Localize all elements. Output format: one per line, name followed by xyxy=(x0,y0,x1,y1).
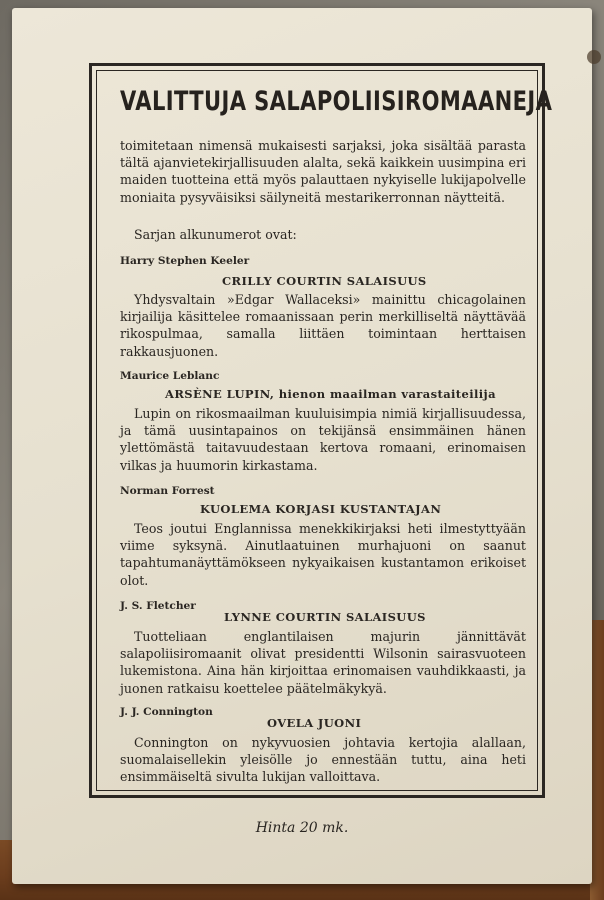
book-title: CRILLY COURTIN SALAISUUS xyxy=(222,274,427,288)
book-description: Lupin on rikosmaailman kuuluisimpia nimiä kirjallisuudessa, ja tämä uusintapainos on tekijänsä ensimmäinen hänen ylettömästä taitavuudestaan kertova romaani, erinomaisen vilkas ja huumorin kirkastama. xyxy=(120,406,526,473)
wooden-surface-edge xyxy=(590,620,604,900)
book-title: OVELA JUONI xyxy=(267,716,362,730)
series-list-label: Sarjan alkunumerot ovat: xyxy=(134,227,297,242)
book-description: Yhdysvaltain »Edgar Wallaceksi» mainittu chicagolainen kirjailija käsittelee romaanissaan perin merkilliseltä näyttävää rikospulmaa, samalla liittäen toimintaan herttaisen rakkausjuonen. xyxy=(120,292,526,359)
price-label: Hinta 20 mk. xyxy=(255,820,349,836)
book-author: J. J. Connington xyxy=(120,706,213,718)
series-intro: toimitetaan nimensä mukaisesti sarjaksi, joka sisältää parasta tältä ajanvietekirjallisuuden alalta, sekä kaikkein uusimpina eri maiden tuotteina että myös palauttaen nykyiselle lukijapolvelle moniaita pysyväisiksi säilyneitä mestarikerronnan näytteitä. xyxy=(120,138,526,205)
book-title: LYNNE COURTIN SALAISUUS xyxy=(224,610,426,624)
book-description: Connington on nykyvuosien johtavia kertojia alallaan, suomalaisellekin yleisölle jo ennestään tuttu, aina heti ensimmäiseltä sivulta lukijan valloittava. xyxy=(120,735,526,785)
book-title: ARSÈNE LUPIN, hienon maailman varastaiteilija xyxy=(165,387,496,401)
book-author: Maurice Leblanc xyxy=(120,370,220,382)
book-description: Teos joutui Englannissa menekkikirjaksi heti ilmestyttyään viime syksynä. Ainutlaatuinen murhajuoni on saanut tapahtumanäyttämökseen nykyaikaisen kustantamon erikoiset olot. xyxy=(120,521,526,588)
book-description: Tuotteliaan englantilaisen majurin jännittävät salapoliisiromaanit olivat presidentti Wilsonin sairasvuoteen lukemistona. Aina hän kirjoittaa erinomaisen vauhdikkaasti, ja juonen ratkaisu koettelee päätelmäkykyä. xyxy=(120,629,526,696)
book-back-cover xyxy=(12,8,592,884)
series-headline: VALITTUJA SALAPOLIISIROMAANEJA xyxy=(120,86,553,117)
book-author: Norman Forrest xyxy=(120,485,215,497)
book-title: KUOLEMA KORJASI KUSTANTAJAN xyxy=(200,502,442,516)
book-author: Harry Stephen Keeler xyxy=(120,255,250,267)
cover-stain xyxy=(587,50,601,64)
book-author: J. S. Fletcher xyxy=(120,600,196,612)
